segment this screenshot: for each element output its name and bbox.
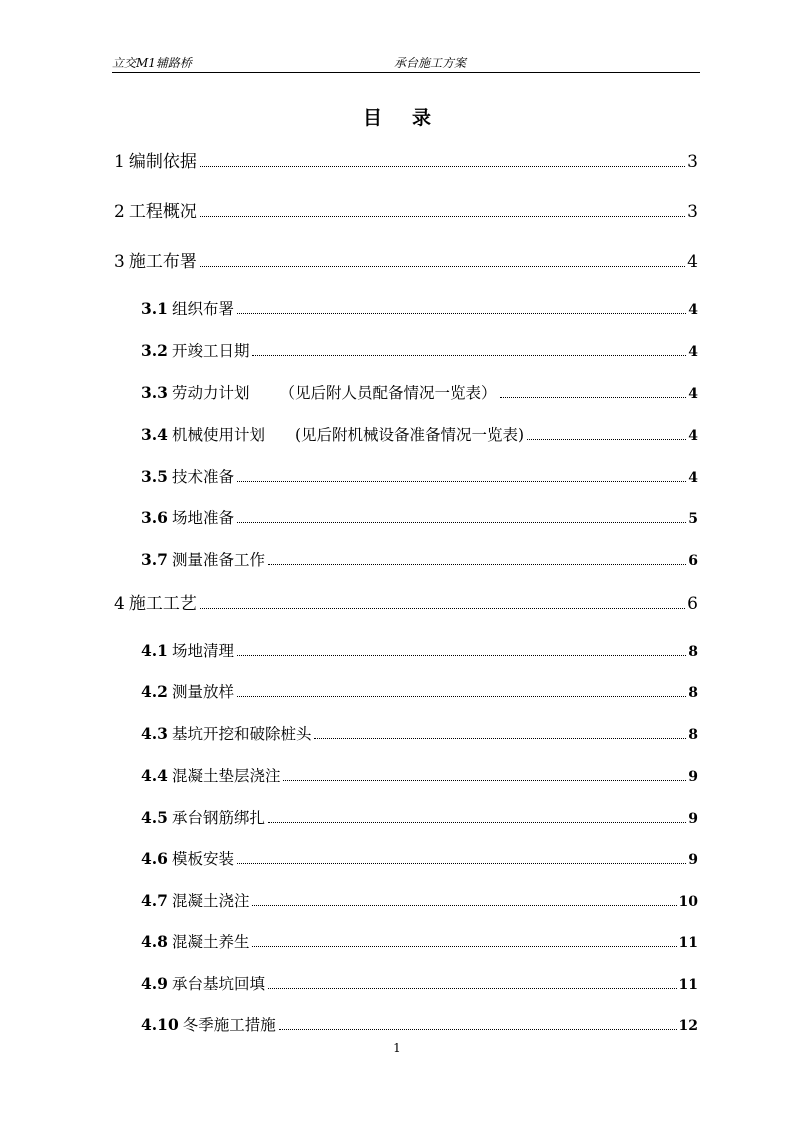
toc-entry[interactable] [141,381,698,405]
toc-entry[interactable] [141,339,698,363]
toc-entry-number: 4.3 [141,724,168,743]
toc-entry-page: 8 [688,727,698,743]
dot-leader [200,608,685,609]
toc-entry-title: 技术准备 [171,468,234,486]
toc-entry-title: 测量准备工作 [171,551,265,569]
toc-entry-page: 9 [688,852,698,868]
toc-entry[interactable] [141,297,698,321]
dot-leader [237,522,686,523]
toc-entry[interactable] [114,197,698,221]
toc-entry-page: 4 [688,428,698,444]
toc-entry-title: 承台钢筋绑扎 [171,809,265,827]
toc-entry-number: 4.1 [141,641,168,660]
toc-entry-page: 11 [678,977,698,993]
toc-entry[interactable] [141,1013,698,1037]
page-number: 1 [393,1041,401,1055]
dot-leader [237,863,686,864]
toc-entry-page: 12 [678,1018,698,1034]
dot-leader [279,1029,677,1030]
toc-entry-page: 6 [688,553,698,569]
toc-entry-number: 4 [114,594,125,614]
toc-entry-number: 3.3 [141,383,168,402]
dot-leader [200,266,685,267]
dot-leader [314,738,686,739]
header-document-name: 承台施工方案 [394,56,467,70]
toc-entry-page: 3 [687,202,698,222]
toc-entry-page: 8 [688,685,698,701]
toc-entry-title: 劳动力计划 [171,384,250,402]
dot-leader [268,564,686,565]
toc-entry[interactable] [141,764,698,788]
toc-entry-title: 混凝土养生 [171,933,250,951]
toc-entry-page: 10 [678,894,698,910]
toc-entry[interactable] [141,506,698,530]
toc-entry-title: 编制依据 [128,152,197,172]
toc-entry[interactable] [141,847,698,871]
toc-entry-page: 11 [678,935,698,951]
toc-entry-number: 4.10 [141,1015,179,1034]
toc-entry-number: 2 [114,202,125,222]
toc-entry-number: 4.5 [141,808,168,827]
toc-entry-title: 测量放样 [171,683,234,701]
dot-leader [237,696,686,697]
header-project-name: 立交M1辅路桥 [112,56,192,70]
dot-leader [252,355,686,356]
dot-leader [283,780,686,781]
toc-entry[interactable] [114,589,698,613]
toc-entry-title: 组织布署 [171,300,234,318]
toc-entry-number: 4.4 [141,766,168,785]
toc-entry-page: 4 [688,302,698,318]
dot-leader [500,397,687,398]
toc-title: 目录 [362,107,461,129]
toc-entry-title: 场地准备 [171,509,234,527]
dot-leader [237,313,686,314]
toc-entry-number: 4.6 [141,849,168,868]
dot-leader [527,439,686,440]
toc-entry[interactable] [114,247,698,271]
toc-entry-page: 6 [687,594,698,614]
toc-entry[interactable] [141,806,698,830]
toc-entry-page: 9 [688,811,698,827]
toc-entry[interactable] [141,930,698,954]
toc-entry-title: 工程概况 [128,202,197,222]
toc-entry-title: 机械使用计划 [171,426,265,444]
toc-entry[interactable] [141,680,698,704]
dot-leader [268,822,686,823]
toc-entry-note: （见后附人员配备情况一览表） [279,384,497,402]
dot-leader [268,988,677,989]
toc-entry-title: 模板安装 [171,850,234,868]
toc-entry-page: 4 [688,470,698,486]
toc-entry-title: 开竣工日期 [171,342,250,360]
toc-entry-number: 4.9 [141,974,168,993]
dot-leader [237,481,686,482]
toc-entry-number: 3.2 [141,341,168,360]
toc-entry-number: 1 [114,152,125,172]
toc-entry-page: 5 [688,511,698,527]
toc-entry[interactable] [141,548,698,572]
toc-entry-page: 8 [688,644,698,660]
toc-entry-page: 4 [688,386,698,402]
toc-entry-number: 4.2 [141,682,168,701]
page-header [112,52,700,73]
toc-entry-title: 施工工艺 [128,594,197,614]
toc-entry-number: 3.1 [141,299,168,318]
toc-entry-number: 3.7 [141,550,168,569]
toc-entry-number: 3 [114,252,125,272]
toc-entry[interactable] [141,972,698,996]
toc-entry-title: 混凝土垫层浇注 [171,767,281,785]
toc-entry[interactable] [114,147,698,171]
toc-entry-number: 4.8 [141,932,168,951]
dot-leader [252,905,676,906]
toc-entry-note: (见后附机械设备准备情况一览表) [294,426,525,444]
toc-entry-title: 混凝土浇注 [171,892,250,910]
toc-entry[interactable] [141,889,698,913]
toc-entry[interactable] [141,639,698,663]
toc-entry-title: 冬季施工措施 [182,1016,276,1034]
toc-entry-title: 施工布署 [128,252,197,272]
toc-entry-page: 4 [688,344,698,360]
toc-entry-number: 3.5 [141,467,168,486]
toc-entry-page: 3 [687,152,698,172]
toc-entry-number: 4.7 [141,891,168,910]
toc-entry[interactable] [141,722,698,746]
toc-entry-title: 基坑开挖和破除桩头 [171,725,312,743]
toc-entry-number: 3.6 [141,508,168,527]
dot-leader [200,216,685,217]
toc-entry[interactable] [141,465,698,489]
dot-leader [252,946,676,947]
toc-entry-number: 3.4 [141,425,168,444]
toc-entry-title: 承台基坑回填 [171,975,265,993]
toc-entry-title: 场地清理 [171,642,234,660]
toc-entry[interactable] [141,423,698,447]
toc-entry-page: 9 [688,769,698,785]
dot-leader [237,655,686,656]
dot-leader [200,166,685,167]
toc-entry-page: 4 [687,252,698,272]
